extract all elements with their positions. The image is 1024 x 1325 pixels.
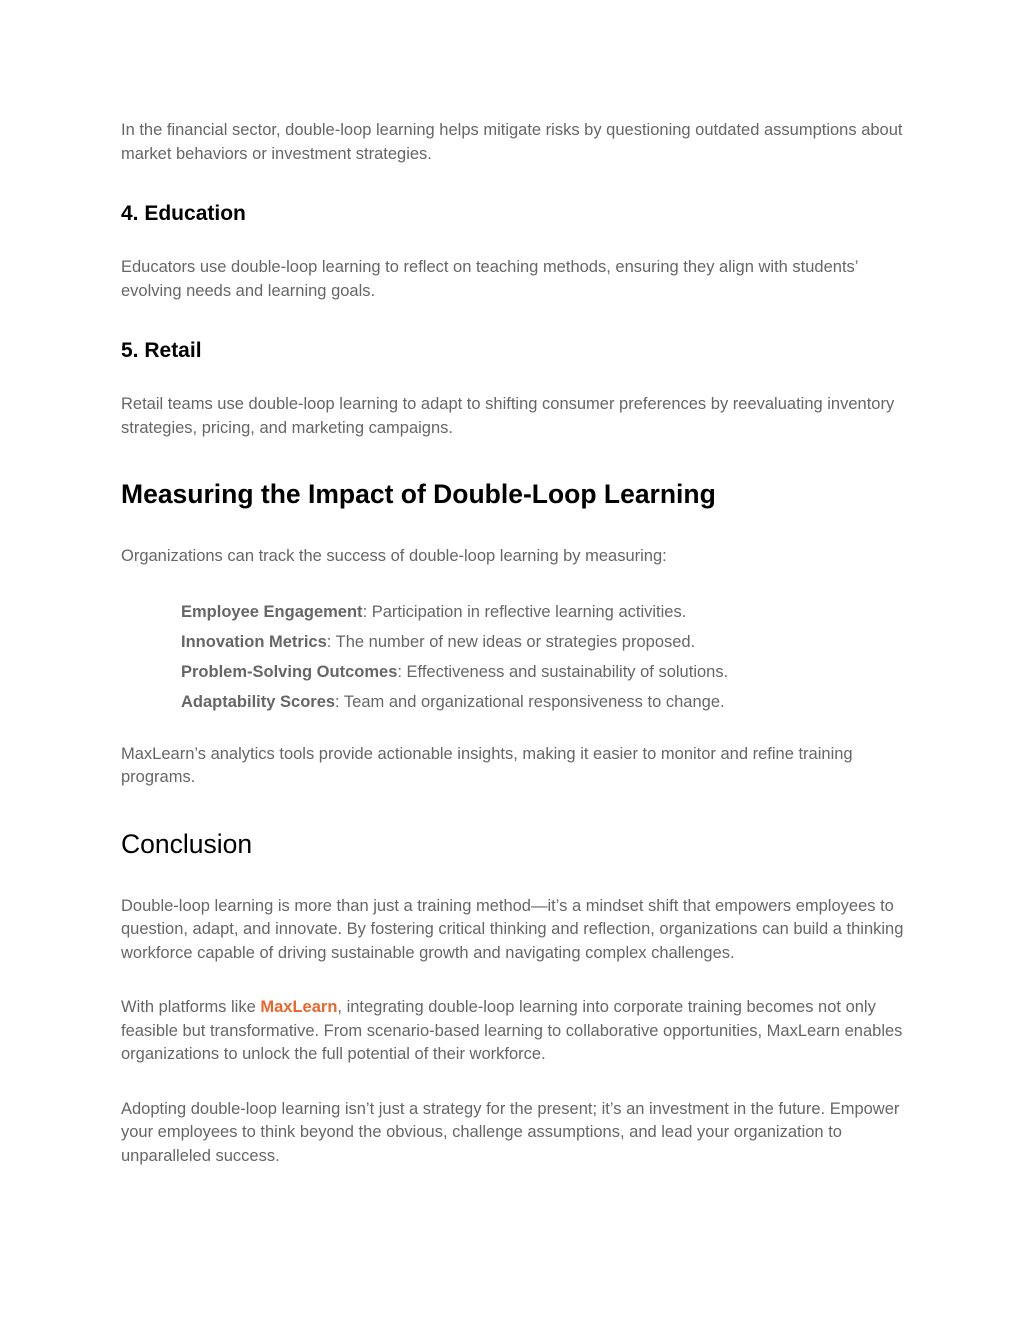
document-page [121,119,911,1168]
measuring-intro: Organizations can track the success of double-loop learning by measuring: [121,547,667,565]
metric-description: : The number of new ideas or strategies proposed. [326,632,696,651]
retail-heading: 5. Retail [121,339,202,362]
conclusion-heading: Conclusion [121,828,253,859]
metric-description: : Effectiveness and sustainability of solutions. [397,663,729,682]
education-heading: 4. Education [121,202,246,225]
metric-description: : Participation in reflective learning activities. [362,602,687,621]
list-item [181,597,911,627]
conclusion-paragraph-1: Double-loop learning is more than just a training method—it’s a mindset shift that empowers employees to question, adapt, and innovate. By fostering critical thinking and reflection, organizations can build a thinking workforce capable of driving sustainable growth and navigating complex challenges. [121,896,904,962]
metric-term: Adaptability Scores [181,693,336,712]
paragraph-text: With platforms like [121,998,261,1017]
metrics-list [121,597,911,718]
education-paragraph: Educators use double-loop learning to reflect on teaching methods, ensuring they align with students’ evolving needs and learning goals. [121,258,858,300]
list-item [181,657,911,687]
metric-term: Innovation Metrics [181,632,327,651]
maxlearn-link[interactable]: MaxLearn [260,998,338,1017]
conclusion-paragraph-3: Adopting double-loop learning isn’t just a strategy for the present; it’s an investment in the future. Empower your employees to think beyond the obvious, challenge assumptions, and lead your organization to unparalleled success. [121,1099,900,1165]
metric-term: Employee Engagement [181,602,363,621]
retail-paragraph: Retail teams use double-loop learning to adapt to shifting consumer preferences by reevaluating inventory strategies, pricing, and marketing campaigns. [121,395,895,437]
list-item [181,687,911,717]
metric-term: Problem-Solving Outcomes [181,663,398,682]
metric-description: : Team and organizational responsiveness to change. [335,693,725,712]
conclusion-paragraph-2 [121,996,911,1067]
measuring-closing: MaxLearn’s analytics tools provide actionable insights, making it easier to monitor and refine training programs. [121,744,853,787]
paragraph-text: , integrating double-loop learning into corporate training becomes not only feasible but transformative. From scenario-based learning to collaborative opportunities, MaxLearn enables organizations to unlock the full potential of their workforce. [121,998,903,1064]
list-item [181,627,911,657]
measuring-heading: Measuring the Impact of Double-Loop Learning [121,479,716,509]
finance-paragraph: In the financial sector, double-loop learning helps mitigate risks by questioning outdated assumptions about market behaviors or investment strategies. [121,121,903,163]
